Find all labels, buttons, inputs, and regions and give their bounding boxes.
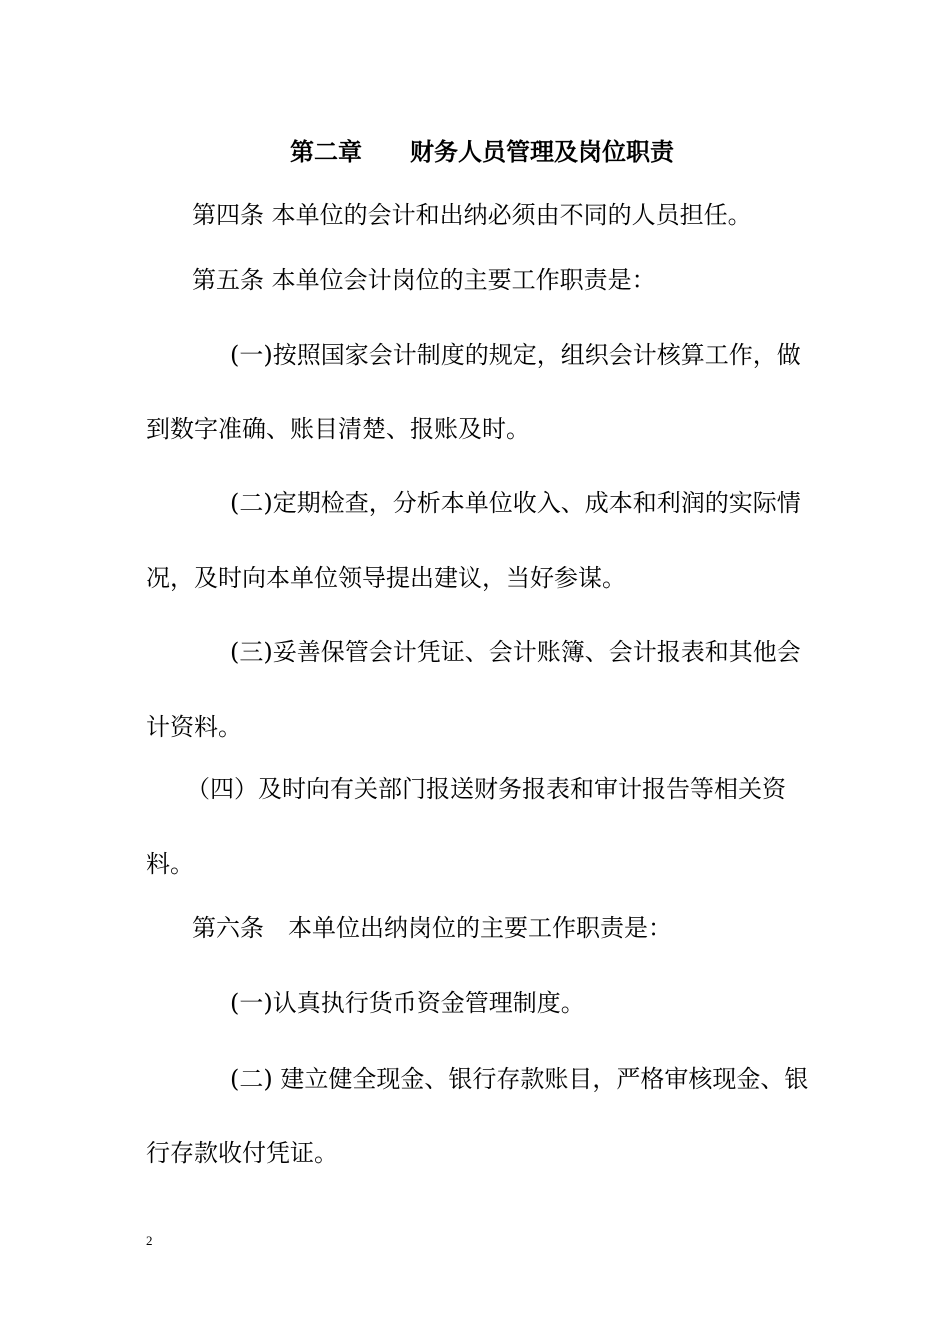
article-6-item-1: (一)认真执行货币资金管理制度。 [230,989,585,1017]
article-5-item-4-line-1: （四）及时向有关部门报送财务报表和审计报告等相关资 [186,775,786,803]
article-5-item-3-line-1: (三)妥善保管会计凭证、会计账簿、会计报表和其他会 [230,638,801,666]
article-4: 第四条 本单位的会计和出纳必须由不同的人员担任。 [192,201,752,229]
article-6-item-2-line-2: 行存款收付凭证。 [146,1139,338,1167]
article-6-item-2-line-1: (二) 建立健全现金、银行存款账目，严格审核现金、银 [230,1065,809,1093]
article-5-item-1-line-1: (一)按照国家会计制度的规定，组织会计核算工作，做 [230,341,801,369]
article-5-item-3-line-2: 计资料。 [146,713,242,741]
article-5-item-4-line-2: 料。 [146,850,194,878]
article-5-item-2-line-1: (二)定期检查，分析本单位收入、成本和利润的实际情 [230,489,801,517]
chapter-title: 第二章 财务人员管理及岗位职责 [290,138,674,166]
article-5-item-1-line-2: 到数字准确、账目清楚、报账及时。 [146,415,530,443]
article-5: 第五条 本单位会计岗位的主要工作职责是： [192,266,656,294]
page-number: 2 [146,1233,153,1248]
article-6: 第六条 本单位出纳岗位的主要工作职责是： [192,914,672,942]
article-5-item-2-line-2: 况，及时向本单位领导提出建议，当好参谋。 [146,564,626,592]
